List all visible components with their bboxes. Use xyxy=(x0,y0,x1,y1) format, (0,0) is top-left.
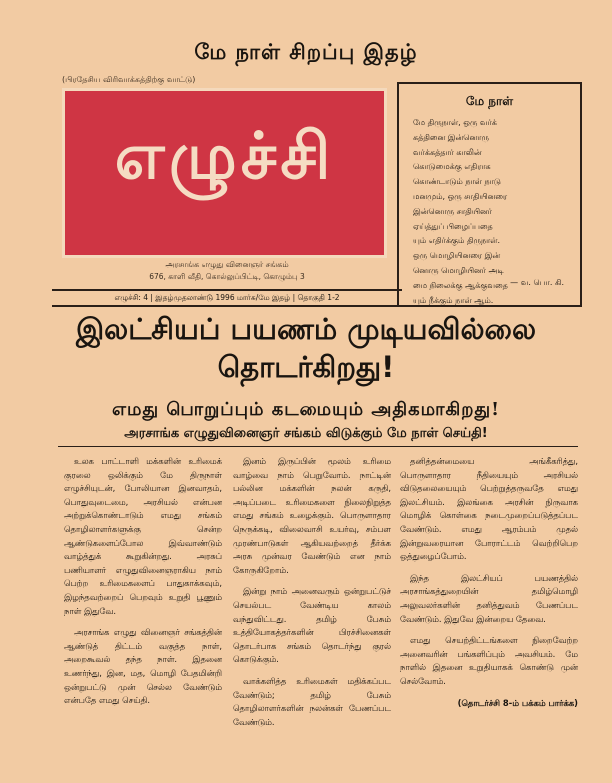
article-column-2 xyxy=(233,455,391,775)
poem-line: மனமும், ஒரு சாதியினரை xyxy=(413,191,508,201)
masthead xyxy=(62,88,387,258)
publisher-address: 676, காளி வீதி, கொல்லுப்பிட்டி, கொழும்பு 3 xyxy=(149,272,305,281)
poem-author: — வ. பொ. கி. xyxy=(510,278,564,287)
poem-line: யும் எதிர்க்கும் திருநாள். xyxy=(413,236,501,246)
paragraph: இந்த இலட்சியப் பயணத்தில் அரசாங்கத்துறையின் தமிழ்மொழி அலுவலர்களின் தனித்துவம் பேணப்பட வேண்டும். இதுவே இன்றைய தேவை. xyxy=(400,572,578,624)
special-issue-banner: மே நாள் சிறப்பு இதழ் xyxy=(194,40,418,64)
sub-headline: எமது பொறுப்பும் கடமையும் அதிகமாகிறது! xyxy=(111,399,500,420)
paragraph: அரசாங்க எழுது வினைஞர் சங்கத்தின் ஆண்டுத் திட்டம் வகுத்த நாள், அறைகூவல் தந்த நாள். இதனை உணர்ந்து, இன, மத, மொழி பேதமின்றி ஒன்றுபட்டு முன் செல்ல வேண்டும் என்பதே எமது செய்தி. xyxy=(64,627,222,706)
sub-caption: அரசாங்க எழுதுவினைஞர் சங்கம் விடுக்கும் மே நாள் செய்தி! xyxy=(124,426,488,441)
divider xyxy=(58,446,578,447)
poem-line: இன்னொரு சாதியினர் xyxy=(413,206,492,216)
continued-note: (தொடர்ச்சி 8-ம் பக்கம் பார்க்க) xyxy=(457,697,578,708)
tagline: (பிரதேசிய விரிவாக்கத்திற்கு வாட்டு) xyxy=(62,75,196,84)
poem-line: மை நிலைக்கு ஆக்குவதை xyxy=(413,280,508,290)
issue-line: எழுச்சி: 4 | இதழ்முதலாண்டு 1996 மார்சு/மே இதழ் | தொகுதி 1-2 xyxy=(52,289,402,307)
paragraph: இனம் இருப்பின் மூலம் உரிமை வாழ்வை நாம் பெறுவோம். நாட்டின் பல்லின மக்களின் நலன் கருதி, அடிப்படை உரிமைகளை நிலைநிறுத்த எமது சங்கம் உழைக்கும். பொருளாதார நெருக்கடி, விலைவாசி உயர்வு, சம்பள முரண்பாடுகள் ஆகியவற்றைத் தீர்க்க அரசு முன்வர வேண்டும் என நாம் கோருகிறோம். xyxy=(233,456,391,575)
poem-line: ஒரு மொழியினரை இன் xyxy=(413,251,501,261)
poem-line: னொரு மொழியினர் அடி xyxy=(413,265,504,275)
poem-line: கொண்டாடும் நாள் நாடு xyxy=(413,177,501,187)
poem-line: கத்தினை இன்னொரு xyxy=(413,132,489,142)
paragraph: உலக பாட்டாளி மக்களின் உரிமைக் குரலை ஒலிக்கும் மே திருநாள் எழுச்சியுடன், போலியான இனவாதம், பொதுவுடைமை, அரசியல் என்பன அற்றுக்கொண்டாடும் எமது சங்கம் தொழிலாளர்களுக்கு சென்ற ஆண்டுகளைப்போல இவ்வாண்டும் வாழ்த்துக் கூறுகின்றது. அரசுப் பணியாளர் எழுதுவினைஞராகிய நாம் பெற்ற உரிமைகளைப் பாதுகாக்கவும், இழந்தவற்றைப் பெறவும் உறுதி பூணும் நாள் இதுவே. xyxy=(64,456,222,616)
poem-line: ஏய்த்துப் பிழைப்பதை xyxy=(413,221,493,231)
poem-line: வர்க்கத்தார் காலின் xyxy=(413,147,482,157)
paragraph: எமது செயற்திட்டங்களை நிறைவேற்ற அனைவரின் பங்களிப்பும் அவசியம். மே நாளில் இதனை உறுதியாகக் கொண்டு முன் செல்வோம். xyxy=(400,635,578,686)
poem-line: மே திருநாள், ஒரு வர்க் xyxy=(413,118,497,127)
headline-line-2: தொடர்கிறது! xyxy=(217,350,395,384)
poem-line: கொடுமைக்கு எதிராக xyxy=(413,162,491,172)
publisher-org: அரசாங்க எழுது வினைஞர் சங்கம் xyxy=(165,260,289,269)
paragraph: தனித்தன்மையை அங்கீகரித்து, பொருளாதார நீதியையும் அரசியல் விடுதலையையும் பெற்றுத்தருவதே எமது இலட்சியம். இலங்கை அரசின் நிருவாக மொழிக் கொள்கை நடைமுறைப்படுத்தப்பட வேண்டும். எமது ஆரம்பம் முதல் இன்றுவரையான போராட்டம் வெற்றிபெற ஒத்துழைப்போம். xyxy=(400,456,578,562)
article-column-3 xyxy=(400,455,578,775)
masthead-title: எழுச்சி xyxy=(114,119,335,194)
poem-title: மே நாள் xyxy=(465,94,514,108)
poem-box xyxy=(397,82,582,307)
poem-line: யும் நீக்கும் நாள் ஆம். xyxy=(413,295,494,305)
headline-line-1: இலட்சியப் பயணம் முடியவில்லை xyxy=(75,312,537,346)
article-column-1 xyxy=(64,455,222,775)
paragraph: வாக்களித்த உரிமைகள் மதிக்கப்பட வேண்டும்; தமிழ் பேசும் தொழிலாளர்களின் நலன்கள் பேணப்பட வேண்டும். xyxy=(233,675,391,727)
paragraph: இன்று நாம் அனைவரும் ஒன்றுபட்டுச் செயல்பட வேண்டிய காலம் வந்துவிட்டது. தமிழ் பேசும் உத்தியோகத்தர்களின் பிரச்சினைகள் தொடர்பாக சங்கம் தொடர்ந்து குரல் கொடுக்கும். xyxy=(233,586,391,665)
